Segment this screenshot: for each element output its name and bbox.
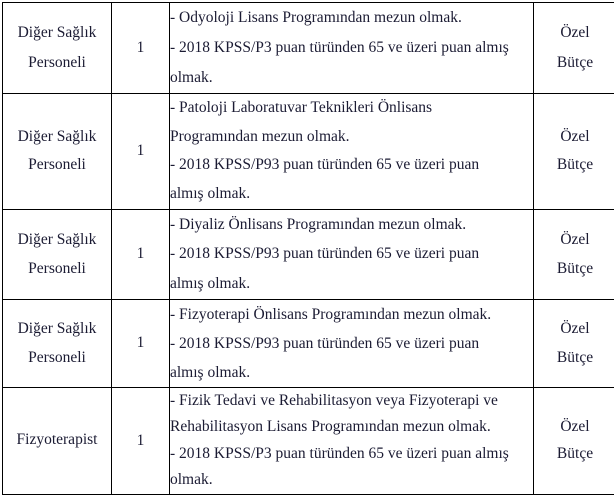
table-row: [3, 94, 614, 210]
count-cell: [112, 3, 170, 94]
position-line: Fizyoterapist: [16, 431, 98, 449]
position-cell: [3, 209, 112, 299]
job-postings-table: [2, 2, 614, 495]
position-line: Diğer Sağlık: [17, 127, 97, 145]
position-line: Personeli: [28, 260, 86, 278]
requirement-line: - Diyaliz Önlisans Programından mezun olmak.: [170, 215, 467, 233]
requirement-line: almış olmak.: [170, 185, 251, 203]
position-cell: [3, 387, 112, 494]
count-cell: [112, 209, 170, 299]
count-cell: [112, 387, 170, 494]
budget-line: Bütçe: [556, 349, 594, 367]
position-line: Personeli: [28, 156, 86, 174]
requirements-cell: [170, 387, 534, 494]
budget-cell: [534, 209, 614, 299]
requirement-line: Programından mezun olmak.: [170, 127, 350, 145]
position-line: Personeli: [28, 349, 86, 367]
requirement-line: - Patoloji Laboratuvar Teknikleri Önlisans: [170, 99, 433, 116]
requirement-line: - 2018 KPSS/P93 puan türünden 65 ve üzeri puan: [170, 156, 480, 174]
budget-cell: [534, 94, 614, 210]
requirement-line: - 2018 KPSS/P93 puan türünden 65 ve üzeri puan: [170, 245, 480, 263]
requirement-line: almış olmak.: [170, 275, 251, 292]
count-cell: [112, 299, 170, 387]
requirements-cell: [170, 209, 534, 299]
position-cell: [3, 3, 112, 94]
table-row: [3, 3, 614, 94]
count-value: 1: [136, 245, 145, 263]
count-value: 1: [136, 142, 145, 160]
requirement-line: Rehabilitasyon Lisans Programından mezun olmak.: [170, 418, 491, 436]
count-cell: [112, 94, 170, 210]
requirement-line: - 2018 KPSS/P93 puan türünden 65 ve üzeri puan: [170, 334, 480, 352]
budget-line: Bütçe: [556, 54, 594, 71]
requirements-cell: [170, 3, 534, 94]
budget-cell: [534, 299, 614, 387]
budget-cell: [534, 387, 614, 494]
requirement-line: olmak.: [170, 69, 213, 86]
count-value: 1: [136, 334, 145, 352]
budget-line: Bütçe: [556, 156, 594, 174]
requirement-line: - 2018 KPSS/P3 puan türünden 65 ve üzeri puan almış: [170, 444, 509, 462]
requirement-line: olmak.: [170, 471, 213, 489]
budget-line: Bütçe: [556, 444, 594, 462]
requirements-cell: [170, 94, 534, 210]
budget-line: Özel: [560, 320, 590, 338]
requirement-line: almış olmak.: [170, 363, 251, 381]
count-value: 1: [136, 431, 145, 449]
budget-line: Özel: [560, 24, 590, 41]
budget-line: Özel: [560, 230, 590, 248]
position-cell: [3, 299, 112, 387]
requirement-line: - Fizik Tedavi ve Rehabilitasyon veya Fizyoterapi ve: [170, 391, 498, 409]
count-value: 1: [136, 39, 145, 56]
position-line: Personeli: [28, 54, 86, 71]
requirements-cell: [170, 299, 534, 387]
budget-line: Özel: [560, 127, 590, 145]
table-body: [3, 3, 614, 495]
table-row: [3, 209, 614, 299]
position-line: Diğer Sağlık: [17, 24, 97, 41]
position-cell: [3, 94, 112, 210]
position-line: Diğer Sağlık: [17, 320, 97, 338]
budget-cell: [534, 3, 614, 94]
budget-line: Bütçe: [556, 260, 594, 278]
requirement-line: - Fizyoterapi Önlisans Programından mezun olmak.: [170, 305, 492, 323]
position-line: Diğer Sağlık: [17, 230, 97, 248]
requirement-line: - Odyoloji Lisans Programından mezun olmak.: [170, 9, 462, 26]
table-row: [3, 299, 614, 387]
budget-line: Özel: [560, 418, 590, 436]
table-row: [3, 387, 614, 494]
requirement-line: - 2018 KPSS/P3 puan türünden 65 ve üzeri puan almış: [170, 39, 509, 56]
